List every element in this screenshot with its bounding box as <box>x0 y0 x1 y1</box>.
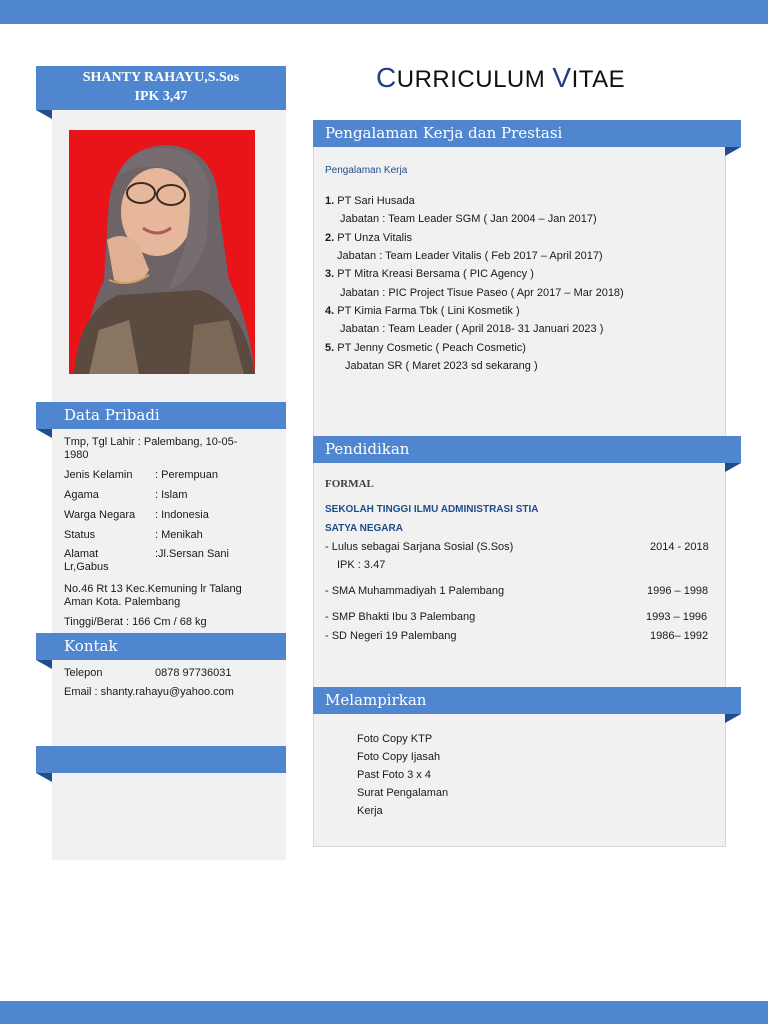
address-line-3: No.46 Rt 13 Kec.Kemuning lr Talang Aman Kota. Palembang <box>64 583 242 608</box>
full-name: SHANTY RAHAYU,S.Sos <box>82 70 240 85</box>
address-line-2: Lr,Gabus <box>64 561 109 573</box>
citizenship-label: Warga Negara <box>64 509 136 521</box>
bottom-bar <box>0 1001 768 1024</box>
empty-ribbon <box>36 746 286 773</box>
religion-value: : Islam <box>155 489 188 501</box>
address-value: :Jl.Sersan Sani <box>155 548 229 560</box>
experience-item: 1. PT Sari Husada <box>325 195 415 207</box>
experience-item: 5. PT Jenny Cosmetic ( Peach Cosmetic) <box>325 342 526 354</box>
experience-heading: Pengalaman Kerja dan Prestasi <box>313 120 741 147</box>
education-row-years: 1986– 1992 <box>650 630 709 642</box>
profile-photo-illustration <box>69 130 255 374</box>
attachment-item: Past Foto 3 x 4 <box>357 769 431 781</box>
experience-role: Jabatan SR ( Maret 2023 sd sekarang ) <box>345 360 538 372</box>
name-ribbon <box>36 66 286 110</box>
education-row-text: - Lulus sebagai Sarjana Sosial (S.Sos) <box>325 541 514 553</box>
height-weight: Tinggi/Berat : 166 Cm / 68 kg <box>64 616 207 628</box>
profile-photo <box>69 130 255 374</box>
attachment-item: Foto Copy Ijasah <box>357 751 441 763</box>
attachment-item: Surat Pengalaman <box>357 787 449 799</box>
education-row-text: IPK : 3.47 <box>337 559 386 571</box>
experience-item: 3. PT Mitra Kreasi Bersama ( PIC Agency ) <box>325 268 534 280</box>
attachment-item: Foto Copy KTP <box>357 733 433 745</box>
education-heading: Pendidikan <box>313 436 741 463</box>
experience-item: 2. PT Unza Vitalis <box>325 232 413 244</box>
experience-role: Jabatan : Team Leader SGM ( Jan 2004 – Jan 2017) <box>340 213 597 225</box>
birth-info: Tmp, Tgl Lahir : Palembang, 10-05-1980 <box>64 436 238 461</box>
experience-subheading: Pengalaman Kerja <box>325 165 408 176</box>
email-text: Email : shanty.rahayu@yahoo.com <box>64 686 234 698</box>
education-row-years: 2014 - 2018 <box>650 541 709 553</box>
religion-label: Agama <box>64 489 99 501</box>
experience-role: Jabatan : Team Leader ( April 2018- 31 Januari 2023 ) <box>340 323 604 335</box>
education-row-text: - SMP Bhakti Ibu 3 Palembang <box>325 611 476 623</box>
education-row-text: - SD Negeri 19 Palembang <box>325 630 457 642</box>
phone-label: Telepon <box>64 667 103 679</box>
gender-label: Jenis Kelamin <box>64 469 133 481</box>
attachments-heading: Melampirkan <box>313 687 741 714</box>
status-label: Status <box>64 529 96 541</box>
data-pribadi-heading: Data Pribadi <box>36 402 286 429</box>
phone-value: 0878 97736031 <box>155 667 232 679</box>
experience-role: Jabatan : Team Leader Vitalis ( Feb 2017 – April 2017) <box>337 250 603 262</box>
education-formal-label: FORMAL <box>325 478 374 490</box>
experience-item: 4. PT Kimia Farma Tbk ( Lini Kosmetik ) <box>325 305 520 317</box>
education-row-text: - SMA Muhammadiyah 1 Palembang <box>325 585 505 597</box>
education-school-line-2: SATYA NEGARA <box>325 523 403 534</box>
education-row-years: 1996 – 1998 <box>647 585 709 597</box>
status-value: : Menikah <box>155 529 203 541</box>
address-label: Alamat <box>64 548 99 560</box>
page-title: CURRICULUM VITAE <box>376 62 626 93</box>
citizenship-value: : Indonesia <box>155 509 209 521</box>
top-bar <box>0 0 768 24</box>
ipk-header: IPK 3,47 <box>134 89 188 104</box>
education-row-years: 1993 – 1996 <box>646 611 708 623</box>
kontak-heading: Kontak <box>36 633 286 660</box>
gender-value: : Perempuan <box>155 469 218 481</box>
education-school-line-1: SEKOLAH TINGGI ILMU ADMINISTRASI STIA <box>325 504 539 515</box>
attachment-item: Kerja <box>357 805 383 817</box>
experience-role: Jabatan : PIC Project Tisue Paseo ( Apr 2017 – Mar 2018) <box>340 287 624 299</box>
